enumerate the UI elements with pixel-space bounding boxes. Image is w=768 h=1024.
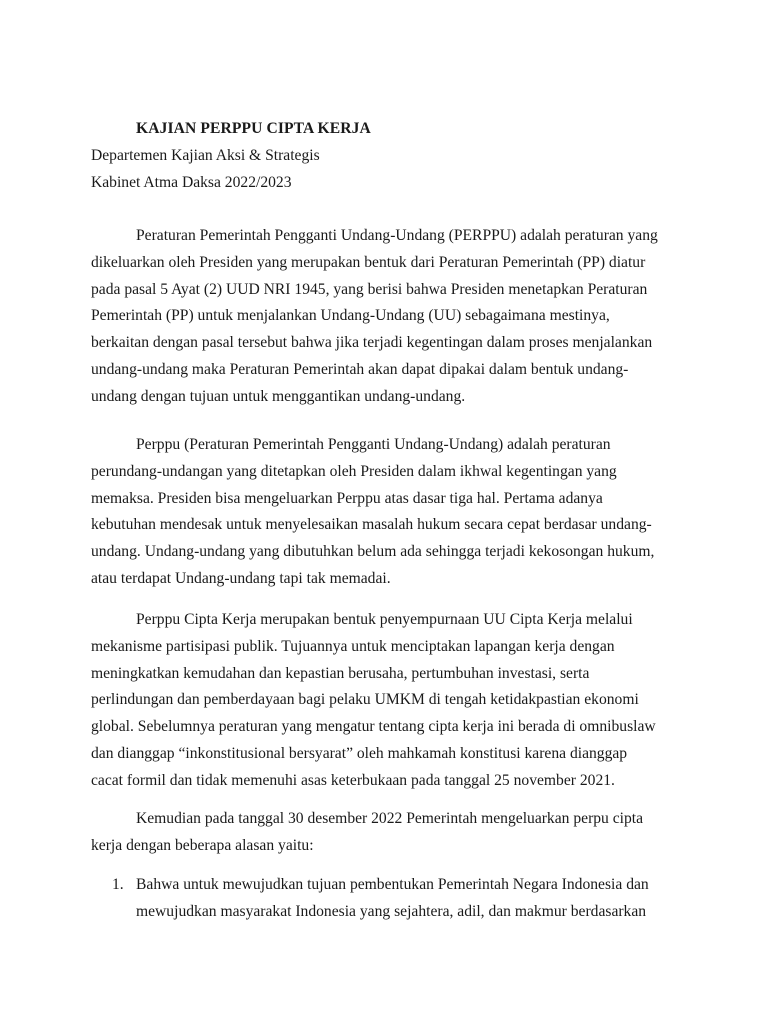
list-item: [91, 872, 661, 926]
paragraph-1: [91, 223, 661, 411]
paragraph-3: [91, 607, 661, 795]
paragraph-3-text: Perppu Cipta Kerja merupakan bentuk penyempurnaan UU Cipta Kerja melalui mekanisme partisipasi publik. Tujuannya untuk menciptakan lapangan kerja dengan meningkatkan kemudahan dan kepastian berusaha, pertumbuhan investasi, serta perlindungan dan pemberdayaan bagi pelaku UMKM di tengah ketidakpastian ekonomi global. Sebelumnya peraturan yang mengatur tentang cipta kerja ini berada di omnibuslaw dan dianggap “inkonstitusional bersyarat” oleh mahkamah konstitusi karena dianggap cacat formil dan tidak memenuhi asas keterbukaan pada tanggal 25 november 2021.: [91, 611, 656, 789]
list-item-text: Bahwa untuk mewujudkan tujuan pembentukan Pemerintah Negara Indonesia dan mewujudkan masyarakat Indonesia yang sejahtera, adil, dan makmur berdasarkan: [136, 876, 649, 920]
department-line: Departemen Kajian Aksi & Strategis: [91, 147, 320, 164]
paragraph-4-text: Kemudian pada tanggal 30 desember 2022 Pemerintah mengeluarkan perpu cipta kerja dengan beberapa alasan yaitu:: [91, 810, 644, 854]
list-item-number: 1.: [112, 876, 124, 893]
document-title: KAJIAN PERPPU CIPTA KERJA: [136, 120, 371, 137]
paragraph-1-text: Peraturan Pemerintah Pengganti Undang-Undang (PERPPU) adalah peraturan yang dikeluarkan oleh Presiden yang merupakan bentuk dari Peraturan Pemerintah (PP) diatur pada pasal 5 Ayat (2) UUD NRI 1945, yang berisi bahwa Presiden menetapkan Peraturan Pemerintah (PP) untuk menjalankan Undang-Undang (UU) sebagaimana mestinya, berkaitan dengan pasal tersebut bahwa jika terjadi kegentingan dalam proses menjalankan undang-undang maka Peraturan Pemerintah akan dapat dipakai dalam bentuk undang-undang dengan tujuan untuk menggantikan undang-undang.: [91, 227, 658, 405]
reasons-list: [91, 872, 661, 926]
cabinet-line: Kabinet Atma Daksa 2022/2023: [91, 174, 292, 191]
paragraph-2-text: Perppu (Peraturan Pemerintah Pengganti Undang-Undang) adalah peraturan perundang-undangan yang ditetapkan oleh Presiden dalam ikhwal kegentingan yang memaksa. Presiden bisa mengeluarkan Perppu atas dasar tiga hal. Pertama adanya kebutuhan mendesak untuk menyelesaikan masalah hukum secara cepat berdasar undang-undang. Undang-undang yang dibutuhkan belum ada sehingga terjadi kekosongan hukum, atau terdapat Undang-undang tapi tak memadai.: [91, 436, 655, 587]
paragraph-2: [91, 432, 661, 593]
paragraph-4: [91, 806, 661, 860]
